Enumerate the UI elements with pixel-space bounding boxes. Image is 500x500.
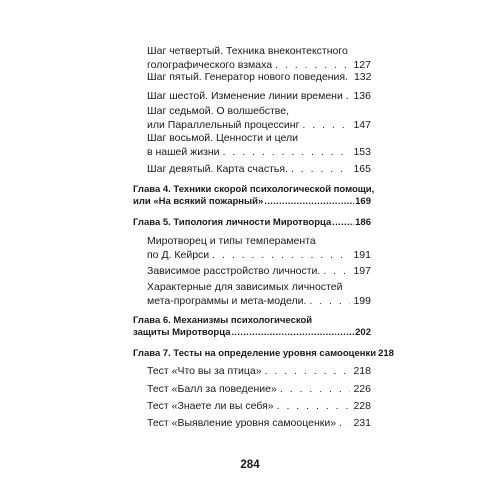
toc-entry-title-line: Тест «Что вы за птица»	[147, 365, 262, 377]
leader-dots	[291, 162, 351, 176]
toc-entry-page: 231	[353, 417, 371, 429]
leader-dots	[323, 264, 350, 278]
leader-dots	[332, 216, 354, 230]
toc-entry-page: 153	[353, 146, 371, 158]
toc-entry-title-line: Тест «Знаете ли вы себя»	[147, 400, 274, 412]
toc-entry-page: 199	[353, 295, 371, 307]
toc-entry-title-line: мета-программы и мета-модели.	[147, 295, 307, 307]
toc-entry-title-line: Шаг шестой. Изменение линии времени	[147, 90, 343, 102]
toc-chapter-title-line: или «На всякий пожарный»	[133, 196, 264, 207]
toc-entry-page: 127	[353, 59, 371, 71]
leader-dots	[212, 248, 350, 262]
toc-chapter-title-line: Глава 6. Механизмы психологической	[133, 315, 313, 326]
leader-dots	[302, 118, 350, 132]
toc-entry-title-line: голографического взмаха	[147, 59, 273, 71]
toc-entry-title-line: Характерные для зависимых личностей	[147, 281, 343, 293]
toc-entry-title-line: Шаг седьмой. О волшебстве,	[147, 105, 290, 117]
leader-dots	[277, 399, 351, 413]
toc-entry-page: 197	[353, 265, 371, 277]
toc-entry-page: 165	[353, 163, 371, 175]
toc-entry-title-line: Миротворец и типы темперамента	[147, 235, 316, 247]
toc-entry-title-line: Шаг четвертый. Техника внеконтекстного	[147, 45, 348, 57]
leader-dots	[223, 145, 351, 159]
toc-chapter-title-line: Глава 5. Типология личности Миротворца	[133, 217, 332, 228]
toc-entry-title-line: Тест «Балл за поведение»	[147, 383, 277, 395]
toc-entry-title-line: Шаг восьмой. Ценности и цели	[147, 132, 299, 144]
toc-entry-page: 191	[353, 249, 371, 261]
toc-entry-page: 132	[353, 71, 372, 83]
toc-entry-page: 226	[353, 383, 371, 395]
toc-entry-page: 228	[353, 400, 371, 412]
toc-chapter-title-line: Глава 7. Тесты на определение уровня самооценки	[133, 348, 377, 359]
toc-chapter-page: 218	[378, 348, 394, 359]
leader-dots	[264, 195, 354, 209]
toc-entry-page: 147	[353, 119, 371, 131]
toc-entry-title-line: Шаг девятый. Карта счастья.	[147, 163, 288, 175]
toc-entry-title-line: Шаг пятый. Генератор нового поведения.	[147, 71, 348, 83]
toc-entry-title-line: Тест «Выявление уровня самооценки»	[147, 417, 337, 429]
toc-chapter-title-line: защиты Миротворца	[133, 327, 231, 338]
toc-chapter-page: 169	[355, 196, 371, 207]
toc-chapter-page: 202	[355, 327, 371, 338]
toc-entry-title-line: в нашей жизни	[147, 146, 220, 158]
toc-entry-title-line: по Д. Кейрси	[147, 249, 210, 261]
leader-dots	[346, 89, 351, 103]
toc-chapter-page: 186	[355, 217, 371, 228]
leader-dots	[309, 294, 350, 308]
leader-dots	[265, 364, 351, 378]
toc-entry-page: 136	[353, 90, 371, 102]
toc-entry-page: 218	[353, 365, 371, 377]
page-number: 284	[240, 459, 260, 471]
toc-entry-title-line: или Параллельный процессинг	[147, 119, 300, 131]
toc-entry-title-line: Зависимое расстройство личности.	[147, 265, 321, 277]
leader-dots	[231, 326, 354, 340]
leader-dots	[339, 416, 350, 430]
leader-dots	[280, 382, 351, 396]
toc-chapter-title-line: Глава 4. Техники скорой психологической помощи,	[133, 184, 375, 195]
